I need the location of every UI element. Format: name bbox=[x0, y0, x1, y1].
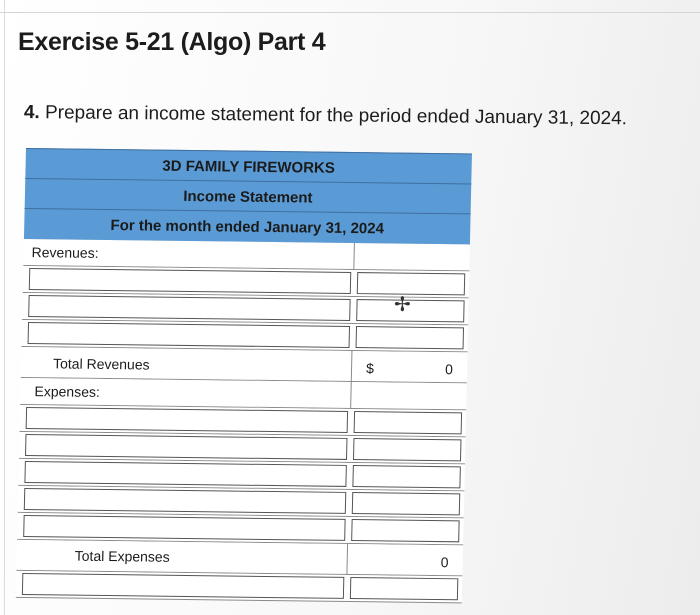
expense-account-input-4[interactable] bbox=[24, 488, 346, 514]
column-divider bbox=[353, 243, 355, 269]
instruction-number: 4. bbox=[23, 102, 40, 124]
left-edge bbox=[0, 0, 5, 615]
expense-amount-input-3[interactable] bbox=[352, 465, 460, 488]
total-revenues-label: Total Revenues bbox=[52, 355, 150, 373]
net-income-amount-input[interactable] bbox=[350, 577, 458, 600]
expense-account-input-5[interactable] bbox=[23, 515, 345, 541]
instruction-text: Prepare an income statement for the period ended January 31, 2024. bbox=[44, 102, 628, 130]
expense-amount-input-2[interactable] bbox=[353, 438, 461, 461]
exercise-title: Exercise 5-21 (Algo) Part 4 bbox=[18, 28, 326, 56]
expenses-label: Expenses: bbox=[34, 383, 101, 400]
revenue-amount-input-3[interactable] bbox=[356, 326, 464, 349]
column-divider bbox=[350, 382, 352, 408]
revenue-amount-input-1[interactable] bbox=[357, 272, 465, 295]
income-statement-worksheet bbox=[16, 148, 478, 608]
revenue-account-input-2[interactable] bbox=[28, 295, 350, 321]
column-divider bbox=[346, 544, 348, 574]
total-expenses-label: Total Expenses bbox=[74, 547, 170, 565]
expense-amount-input-4[interactable] bbox=[352, 492, 460, 515]
top-edge bbox=[0, 0, 700, 13]
column-divider bbox=[351, 351, 353, 381]
total-revenues-value: 0 bbox=[444, 361, 454, 378]
instruction bbox=[24, 102, 627, 130]
expense-account-input-1[interactable] bbox=[26, 407, 348, 433]
statement-period: For the month ended January 31, 2024 bbox=[24, 208, 471, 245]
net-income-row bbox=[16, 571, 463, 603]
total-expenses-value: 0 bbox=[440, 554, 449, 571]
statement-name: Income Statement bbox=[25, 178, 472, 214]
expense-amount-input-1[interactable] bbox=[354, 411, 462, 434]
revenue-account-input-1[interactable] bbox=[29, 268, 351, 294]
revenues-label: Revenues: bbox=[31, 244, 99, 261]
expense-account-input-3[interactable] bbox=[24, 461, 346, 487]
move-cursor-icon: ✢ bbox=[394, 294, 411, 316]
expense-account-input-2[interactable] bbox=[25, 434, 347, 460]
company-name: 3D FAMILY FIREWORKS bbox=[25, 148, 472, 184]
expense-amount-input-5[interactable] bbox=[351, 519, 459, 542]
net-income-label-input[interactable] bbox=[22, 573, 344, 599]
revenue-account-input-3[interactable] bbox=[28, 322, 350, 348]
total-revenues-currency: $ bbox=[365, 360, 375, 377]
